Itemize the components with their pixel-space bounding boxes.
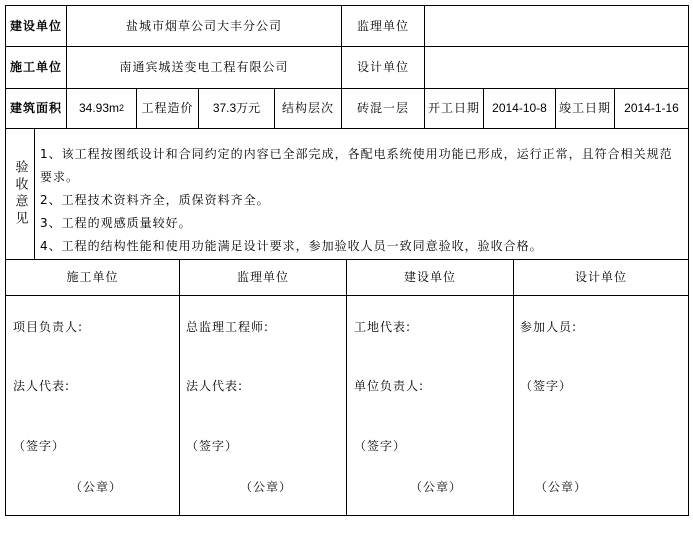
designer-seal: （公章） [535,480,588,494]
contractor-seal: （公章） [70,480,123,494]
sep [34,128,35,259]
sign-title-contractor: 施工单位 [66,270,119,284]
start-label: 开工日期 [427,101,480,115]
start-value: 2014-10-8 [492,101,547,115]
supervisor-legal-rep: 法人代表: [186,379,244,393]
row3-bottom [5,128,689,129]
structure-value: 砖混一层 [356,101,409,115]
sign-title-designer: 设计单位 [574,270,627,284]
sep [179,259,180,515]
acceptance-item: 3、工程的观感质量较好。 [40,216,192,230]
sign-title-builder: 建设单位 [403,270,456,284]
acceptance-item: 2、工程技术资料齐全，质保资料齐全。 [40,193,270,207]
sep [346,259,347,515]
area-value [67,89,136,128]
contractor-legal-rep: 法人代表: [13,379,71,393]
cost-value: 37.3万元 [212,101,261,115]
sign-title-bottom [5,295,689,296]
builder-label: 建设单位 [9,18,62,33]
contractor-label: 施工单位 [9,60,62,74]
designer-value [425,47,688,88]
builder-sign: （签字） [354,439,407,453]
supervisor-seal: （公章） [240,480,293,494]
finish-label: 竣工日期 [558,101,611,115]
acceptance-label: 验收意见 [12,160,28,228]
contractor-sign: （签字） [13,439,66,453]
area-number: 34.93m [78,101,119,115]
acceptance-item: 1、该工程按图纸设计和合同约定的内容已全部完成，各配电系统使用功能已形成，运行正常，且符合相关规范要求。 [40,147,673,184]
builder-site-rep: 工地代表: [354,320,412,334]
border-right [688,5,689,516]
supervisor-chief-engineer: 总监理工程师: [186,320,270,334]
acceptance-item: 4、工程的结构性能和使用功能满足设计要求，参加验收人员一致同意验收，验收合格。 [40,239,543,253]
supervisor-sign: （签字） [186,439,239,453]
contractor-project-lead: 项目负责人: [13,320,84,334]
structure-label: 结构层次 [281,101,334,115]
builder-seal: （公章） [410,480,463,494]
builder-value: 盐城市烟草公司大丰分公司 [125,18,282,33]
sign-title-supervisor: 监理单位 [236,270,289,284]
border-bottom [5,515,689,516]
supervisor-label: 监理单位 [356,18,409,33]
designer-participants: 参加人员: [520,320,578,334]
designer-label: 设计单位 [356,60,409,74]
area-label: 建筑面积 [9,101,62,115]
acceptance-items [40,143,685,258]
finish-value: 2014-1-16 [624,101,679,115]
cost-label: 工程造价 [141,101,194,115]
supervisor-value [425,6,688,46]
designer-sign: （签字） [520,379,573,393]
builder-unit-lead: 单位负责人: [354,379,425,393]
area-superscript: 2 [119,103,125,113]
contractor-value: 南通宾城送变电工程有限公司 [119,60,289,74]
sep [513,259,514,515]
